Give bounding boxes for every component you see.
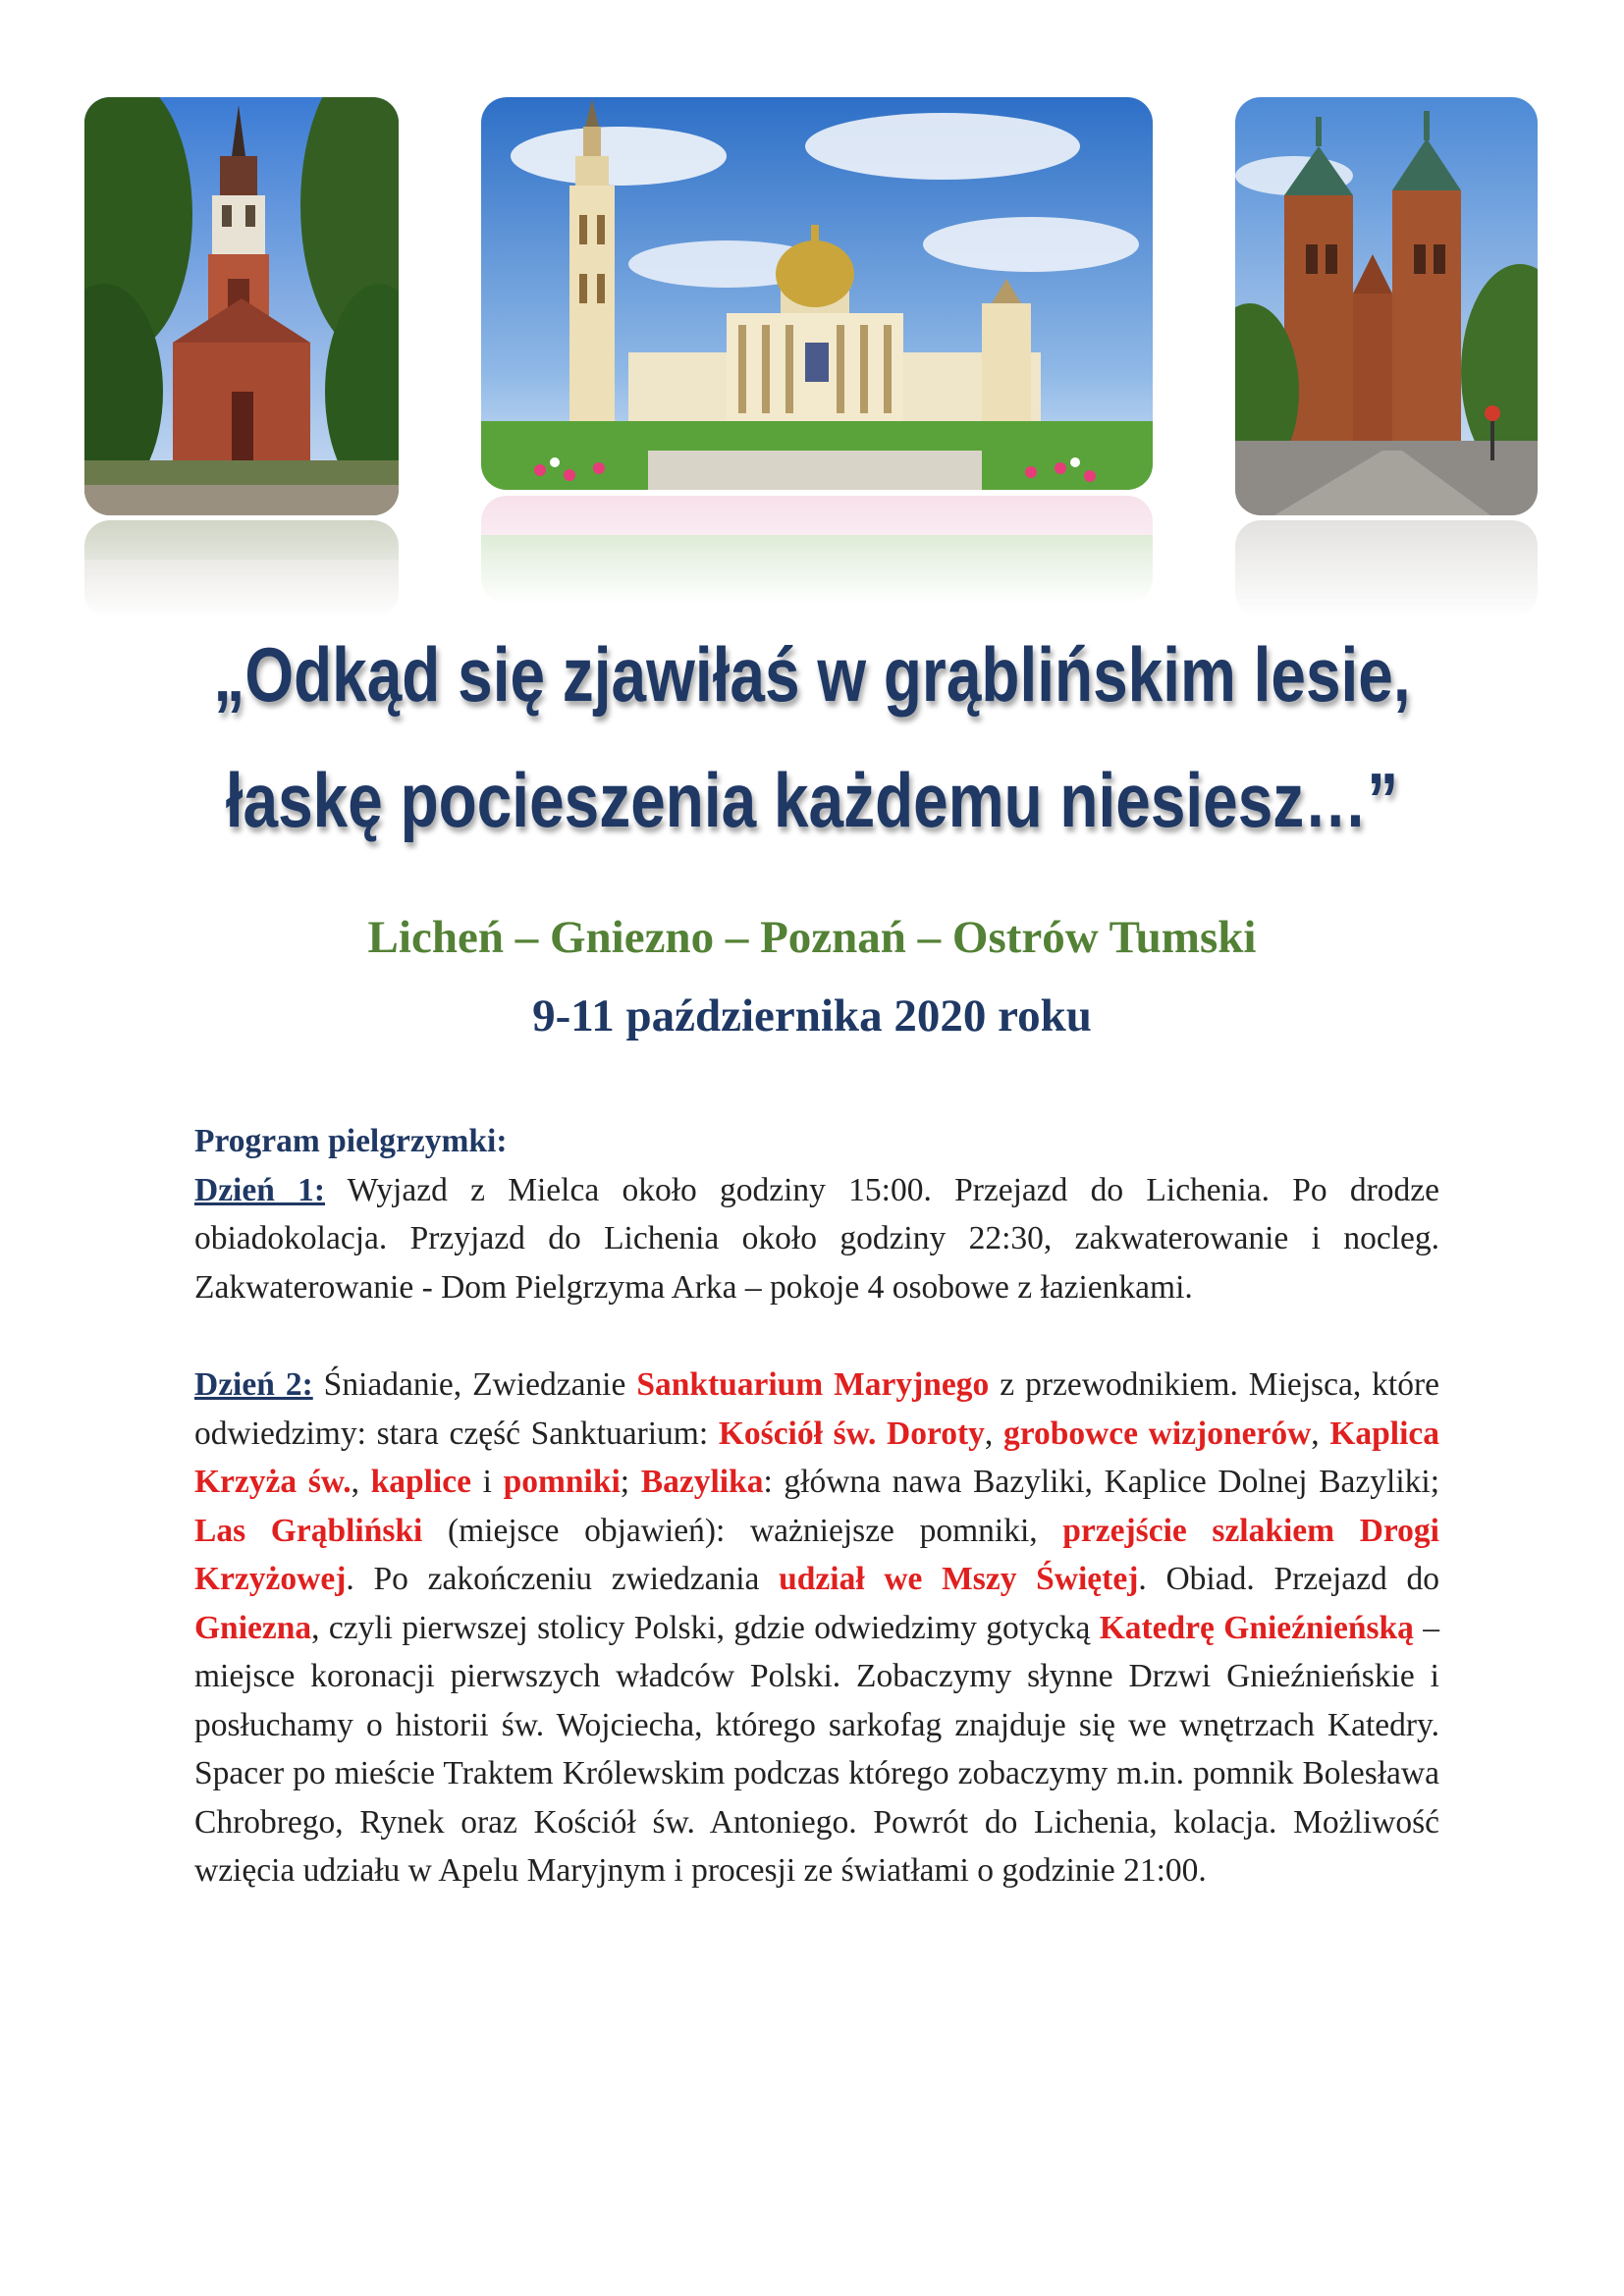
photo-poznan-cathedral-reflection [1235, 520, 1538, 618]
highlighted-place: pomniki [503, 1464, 621, 1500]
highlighted-place: przejście szlakiem Drogi Krzyżowej [194, 1512, 1439, 1597]
day-2-text-segment: ; [620, 1464, 641, 1500]
route-title: Licheń – Gniezno – Poznań – Ostrów Tumski [367, 912, 1257, 963]
day-2-text-segment: Śniadanie, Zwiedzanie [312, 1366, 637, 1403]
highlighted-place: kaplice [370, 1464, 471, 1500]
day-1-label: Dzień 1: [194, 1171, 326, 1208]
highlighted-place: grobowce wizjonerów [1002, 1415, 1312, 1452]
highlighted-place: Katedrę Gnieźnieńską [1099, 1609, 1414, 1646]
highlighted-place: udział we Mszy Świętej [779, 1561, 1139, 1597]
photo-lichen-old-church [84, 97, 399, 515]
photo-lichen-basilica-reflection [481, 496, 1153, 604]
highlighted-place: Bazylika [640, 1464, 764, 1500]
highlighted-place: Las Grąbliński [194, 1512, 423, 1549]
day-1-text: Wyjazd z Mielca około godziny 15:00. Przejazd do Lichenia. Po drodze obiadokolacja. Przyjazd do Lichenia około godziny 22:30, zakwaterowanie i nocleg. Zakwaterowanie - Dom Pielgrzyma Arka – pokoje 4 osobowe z łazienkami. [194, 1171, 1439, 1306]
day-1-paragraph [194, 1166, 1439, 1312]
day-2-text-segment: : główna nawa Bazyliki, Kaplice Dolnej Bazyliki; [763, 1464, 1440, 1500]
highlighted-place: Gniezna [194, 1609, 312, 1646]
paragraph-spacer [194, 1311, 1439, 1361]
headline-line-2: łaskę pocieszenia każdemu niesiesz…” [225, 757, 1399, 843]
day-2-label: Dzień 2: [194, 1366, 313, 1403]
day-2-text-segment: . Obiad. Przejazd do [1138, 1561, 1439, 1597]
highlighted-place: Sanktuarium Maryjnego [636, 1366, 990, 1403]
day-2-text-segment: , [1311, 1415, 1330, 1452]
program-heading: Program pielgrzymki: [194, 1123, 508, 1159]
photo-poznan-cathedral [1235, 97, 1538, 515]
day-2-text-segment: (miejsce objawień): ważniejsze pomniki, [422, 1512, 1063, 1549]
trip-dates: 9-11 października 2020 roku [532, 990, 1092, 1041]
photo-lichen-basilica [481, 97, 1153, 490]
photo-lichen-old-church-reflection [84, 520, 399, 618]
day-2-text-segment: , czyli pierwszej stolicy Polski, gdzie odwiedzimy gotycką [311, 1609, 1100, 1646]
day-2-text-segment: – miejsce koronacji pierwszych władców Polski. Zobaczymy słynne Drzwi Gnieźnieńskie i posłuchamy o historii św. Wojciecha, którego sarkofag znajduje się we wnętrzach Katedry. Spacer po mieście Traktem Królewskim podczas którego zobaczymy m.in. pomnik Bolesława Chrobrego, Rynek oraz Kościół św. Antoniego. Powrót do Lichenia, kolacja. Możliwość wzięcia udziału w Apelu Maryjnym i procesji ze światłami o godzinie 21:00. [194, 1609, 1440, 1889]
day-2-text-segment: , [984, 1415, 1003, 1452]
headline-line-1: „Odkąd się zjawiłaś w grąblińskim lesie, [213, 631, 1411, 718]
day-2-text-segment: z przewodnikiem. Miejsca, które odwiedzimy: stara część Sanktuarium: [194, 1366, 1439, 1452]
day-2-paragraph [194, 1361, 1439, 1896]
highlighted-place: Kaplica Krzyża św. [194, 1415, 1440, 1500]
day-2-text-segment: . Po zakończeniu zwiedzania [346, 1561, 780, 1597]
program-section [194, 1117, 1439, 1896]
day-2-text-segment: , [351, 1464, 371, 1500]
day-2-text-segment: i [470, 1464, 504, 1500]
highlighted-place: Kościół św. Doroty [718, 1415, 985, 1452]
